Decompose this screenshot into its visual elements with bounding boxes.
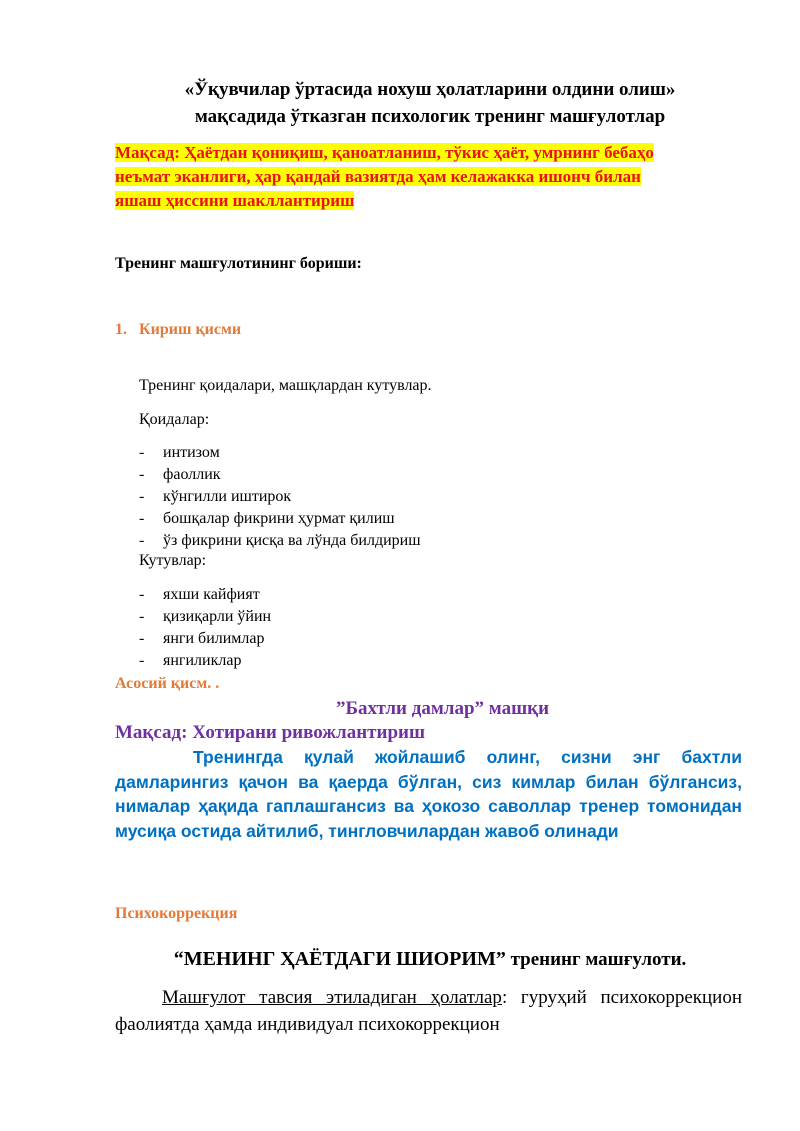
exercise-description: Тренингда қулай жойлашиб олинг, сизни энг бахтли дамларингиз қачон ва қаерда бўлган, сиз кимлар билан бўлгансиз, нималар ҳақида гаплашгансиз ва ҳокозо саволлар тренер томонидан мусиқа остида айтилиб, тингловчилардан жавоб олинади (115, 747, 742, 841)
exercise-title (115, 696, 740, 722)
section-1-heading (115, 319, 241, 341)
final-paragraph (115, 984, 742, 1038)
main-part-heading: Асосий қисм. . (115, 675, 220, 692)
list-item-text: бошқалар фикрини ҳурмат қилиш (163, 510, 395, 527)
list-item (139, 508, 421, 530)
list-bullet: - (139, 466, 145, 483)
list-item-text: фаоллик (163, 466, 221, 483)
list-bullet: - (139, 608, 145, 625)
section-1-label: Кириш қисми (139, 321, 242, 338)
final-paragraph-underlined: Машғулот тавсия этиладиган ҳолатлар (162, 987, 502, 1008)
goal-line-3-text: яшаш ҳиссини шакллантириш (115, 191, 355, 210)
training-title-rest: тренинг машғулоти. (505, 949, 687, 970)
training-title-caps: “МЕНИНГ ҲАЁТДАГИ ШИОРИМ” (173, 948, 506, 970)
list-item (139, 464, 421, 486)
final-paragraph-rest: : гуруҳий психокоррекцион фаолиятда ҳамда индивидуал психокоррекцион (115, 987, 742, 1035)
exercise-goal: Мақсад: Хотирани ривожлантириш (115, 722, 426, 743)
goal-line-2 (115, 165, 735, 189)
list-item-text: кўнгилли иштирок (163, 488, 292, 505)
rules-label: Қоидалар: (139, 411, 210, 428)
list-bullet: - (139, 652, 145, 669)
goal-line-3 (115, 189, 735, 213)
goal-line-2-text: неъмат эканлиги, ҳар қандай вазиятда ҳам келажакка ишонч билан (115, 167, 641, 186)
list-item-text: янгиликлар (163, 652, 242, 669)
list-bullet: - (139, 510, 145, 527)
list-item (139, 486, 421, 508)
list-item-text: янги билимлар (163, 630, 265, 647)
expectations-list (139, 584, 271, 672)
list-item-text: яхши кайфият (163, 586, 260, 603)
list-item-text: ўз фикрини қисқа ва лўнда билдириш (163, 532, 421, 549)
list-bullet: - (139, 532, 145, 549)
expectations-label: Кутувлар: (139, 552, 207, 569)
document-title-line-2: мақсадида ўтказган психологик тренинг машғулотлар (194, 106, 666, 127)
exercise-title-text: ”Бахтли дамлар” машқи (335, 698, 550, 719)
list-bullet: - (139, 488, 145, 505)
list-item (139, 442, 421, 464)
list-item (139, 628, 271, 650)
list-item (139, 530, 421, 552)
list-item (139, 606, 271, 628)
list-item (139, 650, 271, 672)
document-title-line-1: «Ўқувчилар ўртасида нохуш ҳолатларини олдини олиш» (184, 79, 676, 100)
rules-list (139, 442, 421, 552)
list-item (139, 584, 271, 606)
list-bullet: - (139, 630, 145, 647)
list-item-text: интизом (163, 444, 220, 461)
goal-line-1-text: Мақсад: Ҳаётдан қониқиш, қаноатланиш, тўкис ҳаёт, умрнинг бебаҳо (115, 143, 654, 162)
list-item-text: қизиқарли ўйин (163, 608, 272, 625)
goal-line-1 (115, 141, 735, 165)
list-bullet: - (139, 586, 145, 603)
intro-text: Тренинг қоидалари, машқлардан кутувлар. (139, 377, 432, 394)
course-heading: Тренинг машғулотининг бориши: (115, 255, 362, 272)
section-1-number: 1. (115, 321, 127, 338)
psychocorrection-heading: Психокоррекция (115, 905, 238, 922)
list-bullet: - (139, 444, 145, 461)
training-title (100, 945, 760, 974)
